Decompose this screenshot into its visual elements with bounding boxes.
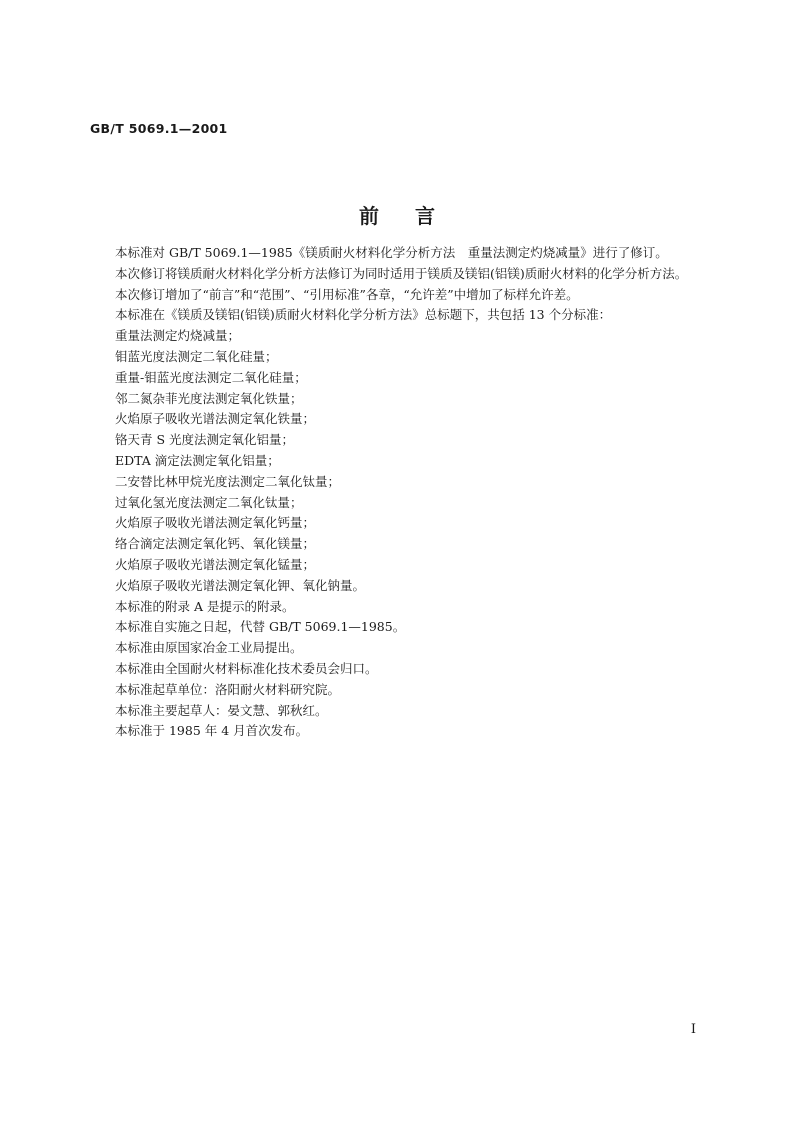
paragraph-revision: 本标准对 GB/T 5069.1—1985《镁质耐火材料化学分析方法 重量法测定灼烧减量》进行了修订。 [115,245,668,260]
page-title: 前言 [359,204,471,228]
list-item: 二安替比林甲烷光度法测定二氧化钛量； [115,473,341,489]
paragraph-appendix: 本标准的附录 A 是提示的附录。 [115,598,295,614]
sub-standard-list [90,326,704,596]
foreword-body [90,243,704,742]
list-item: EDTA 滴定法测定氧化铝量； [115,452,280,468]
paragraph-administered-by: 本标准由全国耐火材料标准化技术委员会归口。 [115,660,378,676]
paragraph-proposed-by: 本标准由原国家冶金工业局提出。 [115,640,303,656]
list-item: 火焰原子吸收光谱法测定氧化铁量； [115,411,316,427]
list-item: 重量法测定灼烧减量； [115,328,241,344]
paragraph-scope-change: 本次修订将镁质耐火材料化学分析方法修订为同时适用于镁质及镁铝(铝镁)质耐火材料的化学分析方法。 [115,265,688,281]
list-item: 络合滴定法测定氧化钙、氧化镁量； [115,536,316,552]
paragraph-first-issued: 本标准于 1985 年 4 月首次发布。 [115,723,309,739]
paragraph-drafters: 本标准主要起草人：晏文慧、郭秋红。 [115,702,328,718]
list-item: 火焰原子吸收光谱法测定氧化钙量； [115,515,316,531]
list-item: 火焰原子吸收光谱法测定氧化锰量； [115,556,316,572]
list-item: 钼蓝光度法测定二氧化硅量； [115,348,278,364]
list-item: 火焰原子吸收光谱法测定氧化钾、氧化钠量。 [115,577,366,593]
page-number: I [690,1022,696,1037]
standard-code: GB/T 5069.1—2001 [90,121,228,136]
list-item: 过氧化氢光度法测定二氧化钛量； [115,494,303,510]
paragraph-drafting-unit: 本标准起草单位：洛阳耐火材料研究院。 [115,681,341,697]
list-item: 邻二氮杂菲光度法测定氧化铁量； [115,390,303,406]
list-item: 重量-钼蓝光度法测定二氧化硅量； [115,369,307,385]
paragraph-series: 本标准在《镁质及镁铝(铝镁)质耐火材料化学分析方法》总标题下，共包括 13 个分标准： [115,307,612,323]
list-item: 铬天青 S 光度法测定氧化铝量； [115,432,295,448]
paragraph-additions: 本次修订增加了“前言”和“范围”、“引用标准”各章，“允许差”中增加了标样允许差。 [115,286,579,302]
paragraph-supersedes: 本标准自实施之日起，代替 GB/T 5069.1—1985。 [115,619,406,635]
